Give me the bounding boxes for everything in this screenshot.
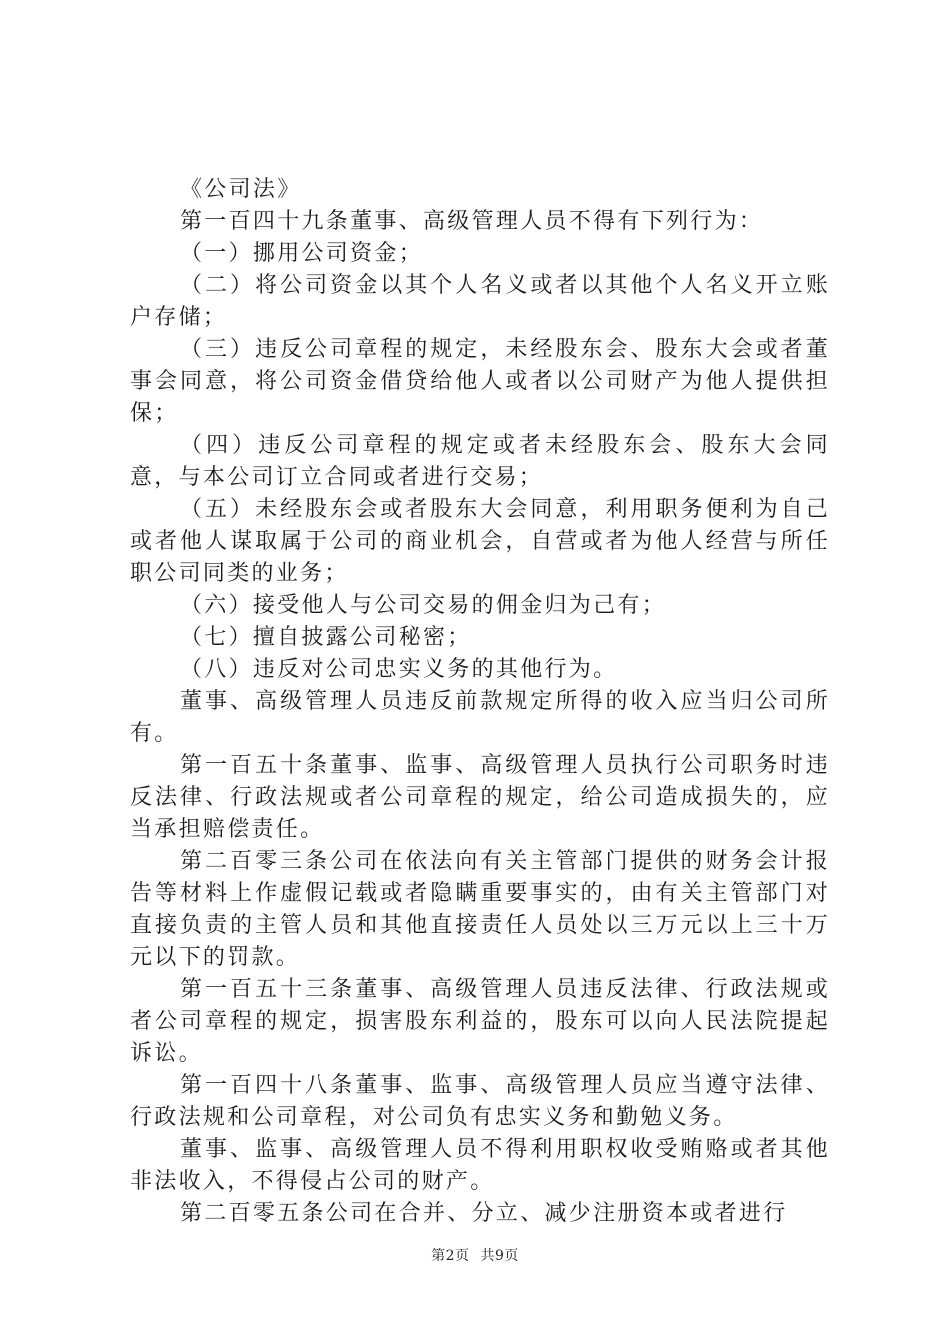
document-title: 《公司法》 [180,177,302,202]
paragraph: （五）未经股东会或者股东大会同意，利用职务便利为自己或者他人谋取属于公司的商业机会，自营或者为他人经营与所任职公司同类的业务； [130,497,830,586]
page-number: 第2页 [431,1248,470,1264]
paragraph: （四）违反公司章程的规定或者未经股东会、股东大会同意，与本公司订立合同或者进行交易； [130,433,830,490]
paragraph: 第二百零三条公司在依法向有关主管部门提供的财务会计报告等材料上作虚假记载或者隐瞒重要事实的，由有关主管部门对直接负责的主管人员和其他直接责任人员处以三万元以上三十万元以下的罚款。 [130,849,830,970]
page-total: 共9页 [480,1248,519,1264]
paragraph: 第二百零五条公司在合并、分立、减少注册资本或者进行 [180,1201,788,1226]
paragraph: 第一百五十条董事、监事、高级管理人员执行公司职务时违反法律、行政法规或者公司章程的规定，给公司造成损失的，应当承担赔偿责任。 [130,753,830,842]
paragraph: 董事、监事、高级管理人员不得利用职权收受贿赂或者其他非法收入，不得侵占公司的财产。 [130,1137,830,1194]
paragraph: 董事、高级管理人员违反前款规定所得的收入应当归公司所有。 [130,689,830,746]
document-body [130,174,830,1230]
paragraph: （八）违反对公司忠实义务的其他行为。 [180,657,618,682]
paragraph: 第一百四十九条董事、高级管理人员不得有下列行为： [180,209,764,234]
paragraph: 第一百四十八条董事、监事、高级管理人员应当遵守法律、行政法规和公司章程，对公司负有忠实义务和勤勉义务。 [130,1073,830,1130]
paragraph: （七）擅自披露公司秘密； [180,625,472,650]
paragraph: （六）接受他人与公司交易的佣金归为己有； [180,593,667,618]
paragraph: （三）违反公司章程的规定，未经股东会、股东大会或者董事会同意，将公司资金借贷给他人或者以公司财产为他人提供担保； [130,337,830,426]
paragraph: 第一百五十三条董事、高级管理人员违反法律、行政法规或者公司章程的规定，损害股东利益的，股东可以向人民法院提起诉讼。 [130,977,830,1066]
paragraph: （二）将公司资金以其个人名义或者以其他个人名义开立账户存储； [130,273,830,330]
page-footer [0,1245,950,1265]
paragraph: （一）挪用公司资金； [180,241,424,266]
